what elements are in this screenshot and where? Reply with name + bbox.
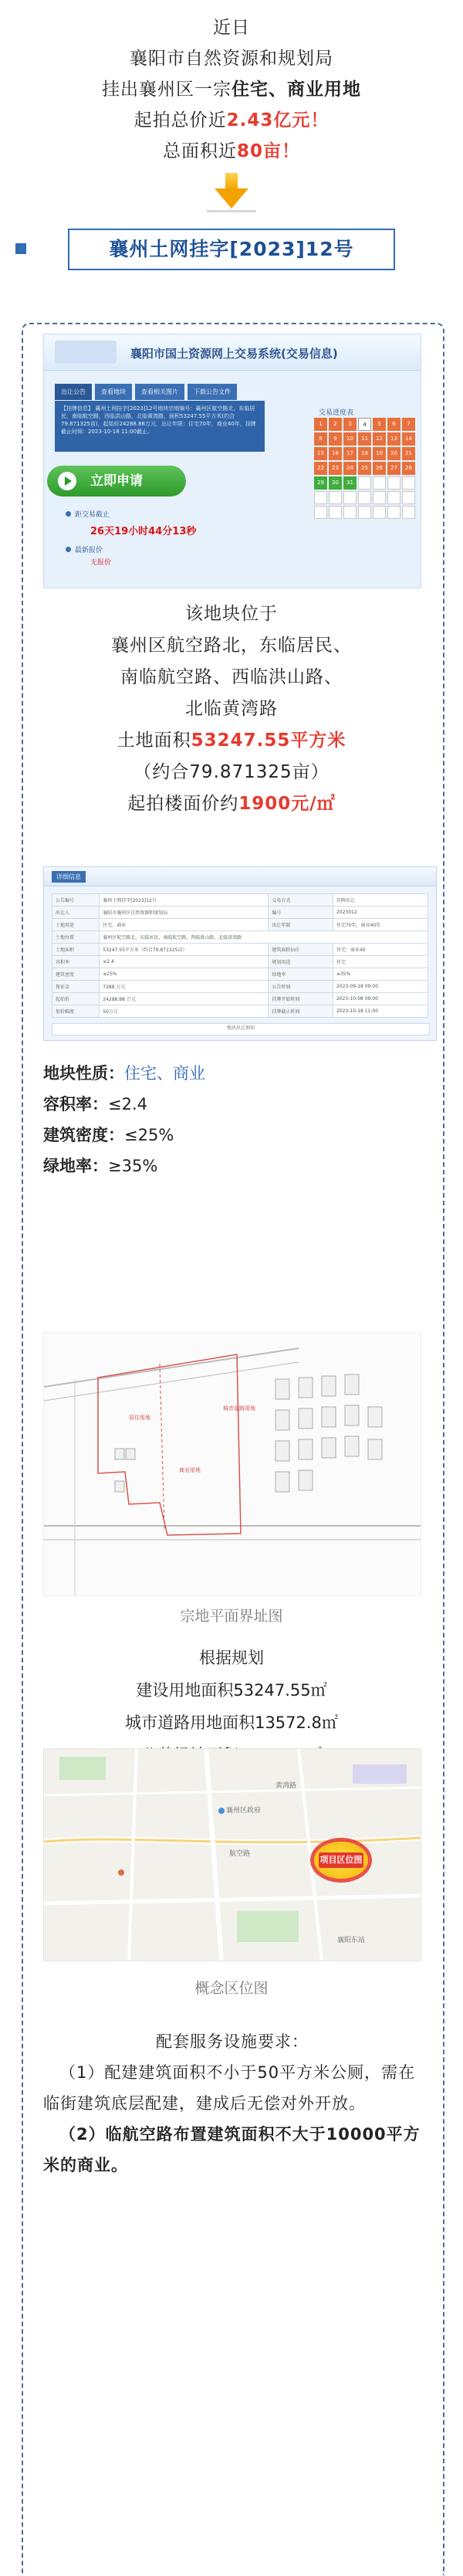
table-row [52, 1005, 428, 1018]
calendar-day: 20 [387, 447, 400, 460]
indicator-value: ≤2.4 [108, 1095, 147, 1113]
planning-line-1: 根据规划 [199, 1649, 264, 1667]
calendar-day: 10 [343, 432, 357, 446]
parcel-line-4: 北临黄湾路 [185, 699, 278, 719]
table-key-cell: 出让人 [52, 907, 100, 919]
calendar-day: 18 [358, 447, 371, 460]
table-value-cell: 2023-10-18 11:00 [333, 1005, 428, 1018]
intro-line-3 [0, 74, 463, 105]
parcel-line-2: 襄州区航空路北，东临居民、 [111, 636, 352, 656]
project-location-label: 项目区位图 [319, 1852, 363, 1868]
intro-line-3-prefix: 挂出襄州区一宗 [102, 80, 231, 100]
calendar-day: 25 [358, 462, 371, 475]
deadline-label: 距交易截止 [75, 511, 110, 519]
table-value-cell: ≤25% [100, 968, 269, 981]
table-value-cell: 7288 万元 [100, 981, 269, 993]
table-key-cell: 建筑面积(㎡) [269, 944, 333, 956]
intro-line-4-suffix: ！ [310, 110, 330, 130]
intro-line-4-prefix: 起拍总价近 [133, 110, 227, 130]
calendar-day [373, 476, 386, 490]
square-bullet-icon [15, 243, 26, 254]
calendar-day [358, 491, 371, 504]
calendar-day [343, 506, 357, 519]
parcel-title-box [68, 229, 395, 270]
tab-view-images[interactable]: 查看相关图片 [135, 384, 184, 400]
calendar-day: 8 [314, 432, 327, 446]
bullet-icon [66, 547, 71, 552]
calendar-day [387, 476, 400, 490]
calendar-day: 12 [373, 432, 386, 446]
calendar-day: 3 [343, 418, 357, 431]
intro-section [0, 0, 463, 212]
calendar-day [387, 506, 400, 519]
table-key-cell: 挂牌开始时间 [269, 993, 333, 1005]
calendar-day: 13 [387, 432, 400, 446]
calendar-day [373, 506, 386, 519]
table-value-cell: ≥35% [333, 968, 428, 981]
table-row [52, 981, 428, 993]
site-plan-drawing [44, 1333, 421, 1595]
indicator-density [43, 1120, 205, 1151]
apply-now-button[interactable] [47, 466, 186, 497]
table-value-cell: 24288.88 万元 [100, 993, 269, 1005]
parcel-info-table [52, 893, 428, 1018]
land-area-value: 53247.55平方米 [191, 730, 346, 751]
intro-line-1: 近日 [213, 18, 250, 38]
table-header-bar [44, 867, 436, 886]
indicator-key: 绿地率： [43, 1157, 108, 1175]
site-plan-caption: 宗地平面界址图 [180, 1608, 283, 1625]
concept-location-map [43, 1748, 421, 1961]
table-value-cell: 住宅：商业40 [333, 944, 428, 956]
calendar-day: 15 [314, 447, 327, 460]
calendar-day: 11 [358, 432, 371, 446]
tab-announcement[interactable]: 出让公告 [55, 384, 92, 400]
land-type-highlight: 住宅、商业用地 [231, 80, 361, 100]
map-label-road: 航空路 [229, 1850, 251, 1858]
indicator-value: ≤25% [124, 1126, 174, 1144]
indicator-value: 住宅、商业 [124, 1064, 205, 1083]
facility-item-1: （1）配建建筑面积不小于50平方米公厕，需在临街建筑底层配建，建成后无偿对外开放。 [43, 2063, 416, 2113]
bullet-icon [66, 511, 71, 517]
calendar-day: 29 [314, 476, 327, 490]
indicator-far [43, 1089, 205, 1120]
calendar-day [314, 506, 327, 519]
parcel-info-table-screenshot [43, 866, 437, 1041]
table-key-cell: 挂牌截止时间 [269, 1005, 333, 1018]
total-area-highlight: 80亩 [236, 141, 282, 161]
calendar-day: 30 [329, 476, 342, 490]
table-key-cell: 土地用途 [52, 919, 100, 931]
system-title: 襄阳市国土资源网上交易系统(交易信息) [130, 347, 338, 361]
table-value-cell: ≤2.4 [100, 956, 269, 968]
calendar-day [329, 491, 342, 504]
system-tabs [55, 384, 237, 400]
table-value-cell: 53247.55平方米（约合79.871325亩） [100, 944, 269, 956]
table-footer[interactable]: 地块出让须知 [52, 1023, 430, 1035]
table-row [52, 894, 428, 907]
facility-item-2: （2）临航空路布置建筑面积不大于10000平方米的商业。 [43, 2125, 421, 2174]
indicator-key: 容积率： [43, 1095, 108, 1113]
plan-label-road: 城市道路用地 [223, 1405, 255, 1412]
calendar-day: 22 [314, 462, 327, 475]
apply-now-label: 立即申请 [90, 473, 143, 489]
system-logo [55, 341, 117, 364]
calendar-day [329, 506, 342, 519]
tab-download-files[interactable]: 下载公告文件 [188, 384, 237, 400]
parcel-line-3: 南临航空路、西临洪山路、 [120, 667, 343, 687]
facility-requirements [43, 2026, 421, 2181]
parcel-description [22, 598, 441, 820]
table-value-cell: 襄州区航空路北，东临居民，南临航空路，西临洪山路，北临黄湾路 [100, 931, 428, 944]
table-value-cell: 挂牌出让 [333, 894, 428, 907]
table-key-cell: 保证金 [52, 981, 100, 993]
table-row [52, 993, 428, 1005]
land-area-label: 土地面积 [117, 730, 191, 751]
no-quote-text: 无报价 [90, 559, 112, 567]
tab-view-parcel[interactable]: 查看地块 [95, 384, 132, 400]
table-key-cell: 容积率 [52, 956, 100, 968]
calendar-day: 14 [402, 432, 415, 446]
table-value-cell: 住宅、商业 [100, 919, 269, 931]
table-key-cell: 规划用途 [269, 956, 333, 968]
table-key-cell: 绿地率 [269, 968, 333, 981]
indicator-key: 地块性质： [43, 1064, 124, 1083]
map-label-road-2: 黄湾路 [275, 1782, 297, 1790]
calendar-day: 17 [343, 447, 357, 460]
calendar-day: 6 [387, 418, 400, 431]
table-key-cell: 公告编号 [52, 894, 100, 907]
map-label-gov: 襄州区政府 [226, 1807, 262, 1815]
table-value-cell: 50万元 [100, 1005, 269, 1018]
floor-price-value: 1900元/㎡ [238, 794, 336, 814]
calendar-day [373, 491, 386, 504]
table-key-cell: 编号 [269, 907, 333, 919]
table-key-cell: 公告时间 [269, 981, 333, 993]
parcel-line-1: 该地块位于 [185, 604, 278, 624]
calendar-day: 23 [329, 462, 342, 475]
table-row [52, 907, 428, 919]
calendar-day [314, 491, 327, 504]
facility-heading: 配套服务设施要求： [156, 2032, 309, 2051]
calendar-day: 9 [329, 432, 342, 446]
table-value-cell: 2023-10-08 09:00 [333, 993, 428, 1005]
calendar-day [387, 491, 400, 504]
calendar-day: 19 [373, 447, 386, 460]
calendar-day: 31 [343, 476, 357, 490]
calendar-day: 5 [373, 418, 386, 431]
calendar-day: 24 [343, 462, 357, 475]
calendar-day [358, 506, 371, 519]
trading-calendar [314, 418, 415, 519]
intro-line-4 [0, 105, 463, 136]
table-row [52, 956, 428, 968]
land-area-mu: （约合79.871325亩） [133, 762, 330, 782]
table-row [52, 931, 428, 944]
floor-price-label: 起拍楼面价约 [127, 794, 239, 814]
trading-system-screenshot [43, 334, 421, 588]
map-label-station: 襄阳东站 [337, 1937, 366, 1944]
calendar-day: 28 [402, 462, 415, 475]
plan-label-commercial: 商业用地 [179, 1467, 201, 1473]
latest-quote-label: 最新报价 [75, 547, 103, 554]
intro-line-5-suffix: ！ [282, 141, 300, 161]
calendar-title: 交易进度表 [319, 409, 354, 417]
table-key-cell: 加价幅度 [52, 1005, 100, 1018]
calendar-day: 26 [373, 462, 386, 475]
table-key-cell: 土地面积 [52, 944, 100, 956]
calendar-day [358, 476, 371, 490]
table-row [52, 919, 428, 931]
calendar-day [343, 491, 357, 504]
calendar-day: 7 [402, 418, 415, 431]
table-key-cell: 出让年限 [269, 919, 333, 931]
table-value-cell: 住宅70年，商业40年 [333, 919, 428, 931]
indicator-value: ≥35% [108, 1157, 158, 1175]
calendar-day [402, 491, 415, 504]
site-boundary-plan [43, 1332, 421, 1596]
table-row [52, 944, 428, 956]
indicator-green [43, 1151, 205, 1181]
parcel-title: 襄州土网挂字[2023]12号 [109, 238, 354, 260]
calendar-day [402, 506, 415, 519]
countdown-timer: 26天19小时44分13秒 [90, 526, 197, 537]
table-value-cell: 住宅 [333, 956, 428, 968]
intro-line-2: 襄阳市自然资源和规划局 [130, 49, 333, 69]
intro-line-5 [0, 136, 463, 167]
planning-line-3: 城市道路用地面积13572.8㎡ [125, 1713, 338, 1732]
project-location-marker [314, 1842, 368, 1879]
planning-indicators [43, 1058, 205, 1181]
table-key-cell: 起始价 [52, 993, 100, 1005]
table-key-cell: 土地位置 [52, 931, 100, 944]
table-key-cell: 交易方式 [269, 894, 333, 907]
table-value-cell: 2023-09-18 09:00 [333, 981, 428, 993]
table-value-cell: 襄州土网挂字[2023]12号 [100, 894, 269, 907]
land-area [22, 725, 441, 757]
calendar-day: 1 [314, 418, 327, 431]
calendar-day [402, 476, 415, 490]
listing-info-panel: 【挂牌信息】 襄州土网挂字[2023]12号地块宗地编号：襄州区航空路北，东临居民，南临航空路，西临洪山路，北临黄湾路，面积53247.55平方米(约合79.871325亩)，起始价24288.88万元，出让年限：住宅70年，商业40年，挂牌截止时间：2023-10-18 11:00截止。 [55, 401, 265, 452]
table-header-tab: 详细信息 [52, 871, 86, 883]
calendar-day: 4 [358, 418, 371, 431]
table-value-cell: 襄阳市襄州区自然资源和规划局 [100, 907, 269, 919]
arrow-down-icon [215, 173, 248, 212]
indicator-key: 建筑密度： [43, 1126, 124, 1144]
indicator-land-use [43, 1058, 205, 1089]
total-price-highlight: 2.43亿元 [226, 110, 311, 130]
intro-line-5-prefix: 总面积近 [162, 141, 237, 161]
plan-label-residential: 居住用地 [129, 1415, 150, 1421]
calendar-day: 16 [329, 447, 342, 460]
play-icon [58, 472, 76, 490]
table-row [52, 968, 428, 981]
calendar-day: 27 [387, 462, 400, 475]
calendar-day: 2 [329, 418, 342, 431]
table-value-cell: 2023012 [333, 907, 428, 919]
calendar-day: 21 [402, 447, 415, 460]
planning-line-2: 建设用地面积53247.55㎡ [136, 1681, 327, 1700]
concept-map-caption: 概念区位图 [194, 1980, 269, 1997]
table-key-cell: 建筑密度 [52, 968, 100, 981]
floor-price [22, 788, 441, 820]
